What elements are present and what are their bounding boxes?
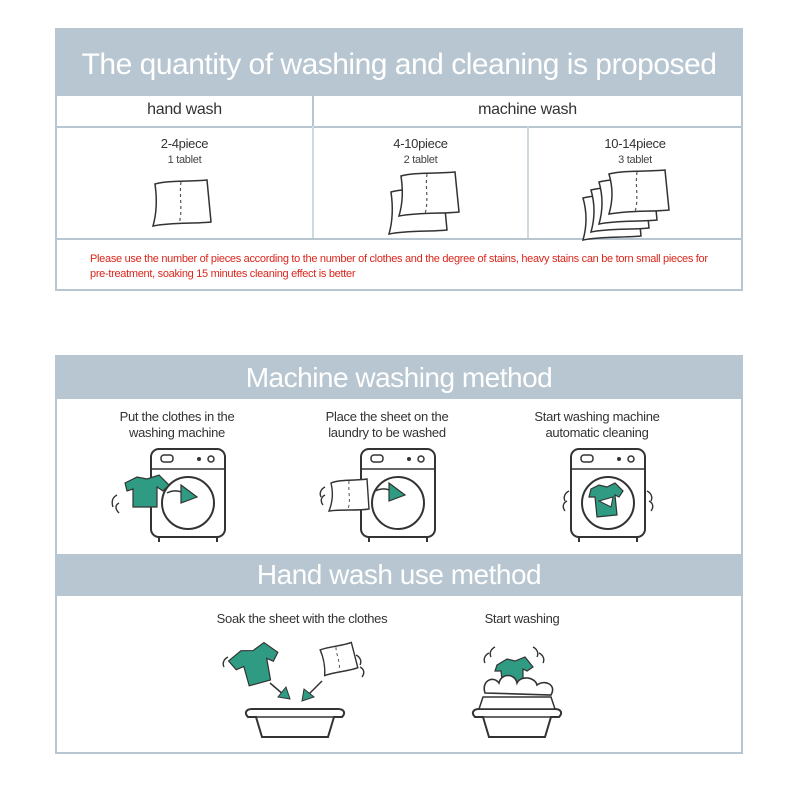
column-machine-wash: machine wash — [478, 101, 577, 118]
step-line: Put the clothes in the — [119, 409, 235, 424]
step-line: automatic cleaning — [545, 425, 649, 440]
soak-basin-icon — [222, 637, 372, 742]
divider — [57, 126, 741, 128]
methods-panel — [55, 355, 743, 754]
machine-step-2-text — [307, 409, 467, 441]
cell-tablets: 2 tablet — [403, 154, 438, 166]
washing-machine-running-icon — [527, 445, 667, 545]
cell-pieces: 10-14piece — [604, 136, 666, 151]
machine-step-3-text — [517, 409, 677, 441]
tablet-sheet-icon — [149, 178, 219, 230]
column-hand-wash: hand wash — [147, 101, 222, 118]
cell-tablets: 1 tablet — [167, 154, 202, 166]
quantity-title: The quantity of washing and cleaning is proposed — [57, 30, 741, 94]
hand-step-2-text: Start washing — [484, 611, 560, 626]
cell-pieces: 2-4piece — [160, 136, 209, 151]
hand-step-1-text: Soak the sheet with the clothes — [216, 611, 388, 626]
machine-method-title: Machine washing method — [57, 357, 741, 399]
hand-method-title: Hand wash use method — [57, 554, 741, 596]
step-line: Start washing machine — [534, 409, 660, 424]
step-line: laundry to be washed — [328, 425, 446, 440]
tablet-stack-icon — [579, 168, 679, 242]
usage-note: Please use the number of pieces according to the number of clothes and the degree of stains, heavy stains can be torn small pieces for pre-treatment, soaking 15 minutes cleaning effect is better — [90, 253, 708, 280]
washing-machine-icon — [317, 445, 457, 545]
step-line: Place the sheet on the — [325, 409, 449, 424]
cell-tablets: 3 tablet — [618, 154, 652, 166]
step-line: washing machine — [129, 425, 225, 440]
machine-step-1-text — [97, 409, 257, 441]
divider — [57, 94, 741, 96]
washing-machine-icon — [107, 445, 247, 545]
tablet-sheets-icon — [385, 170, 465, 238]
cell-pieces: 4-10piece — [393, 136, 448, 151]
washing-basin-icon — [467, 637, 567, 742]
quantity-panel — [55, 28, 743, 291]
